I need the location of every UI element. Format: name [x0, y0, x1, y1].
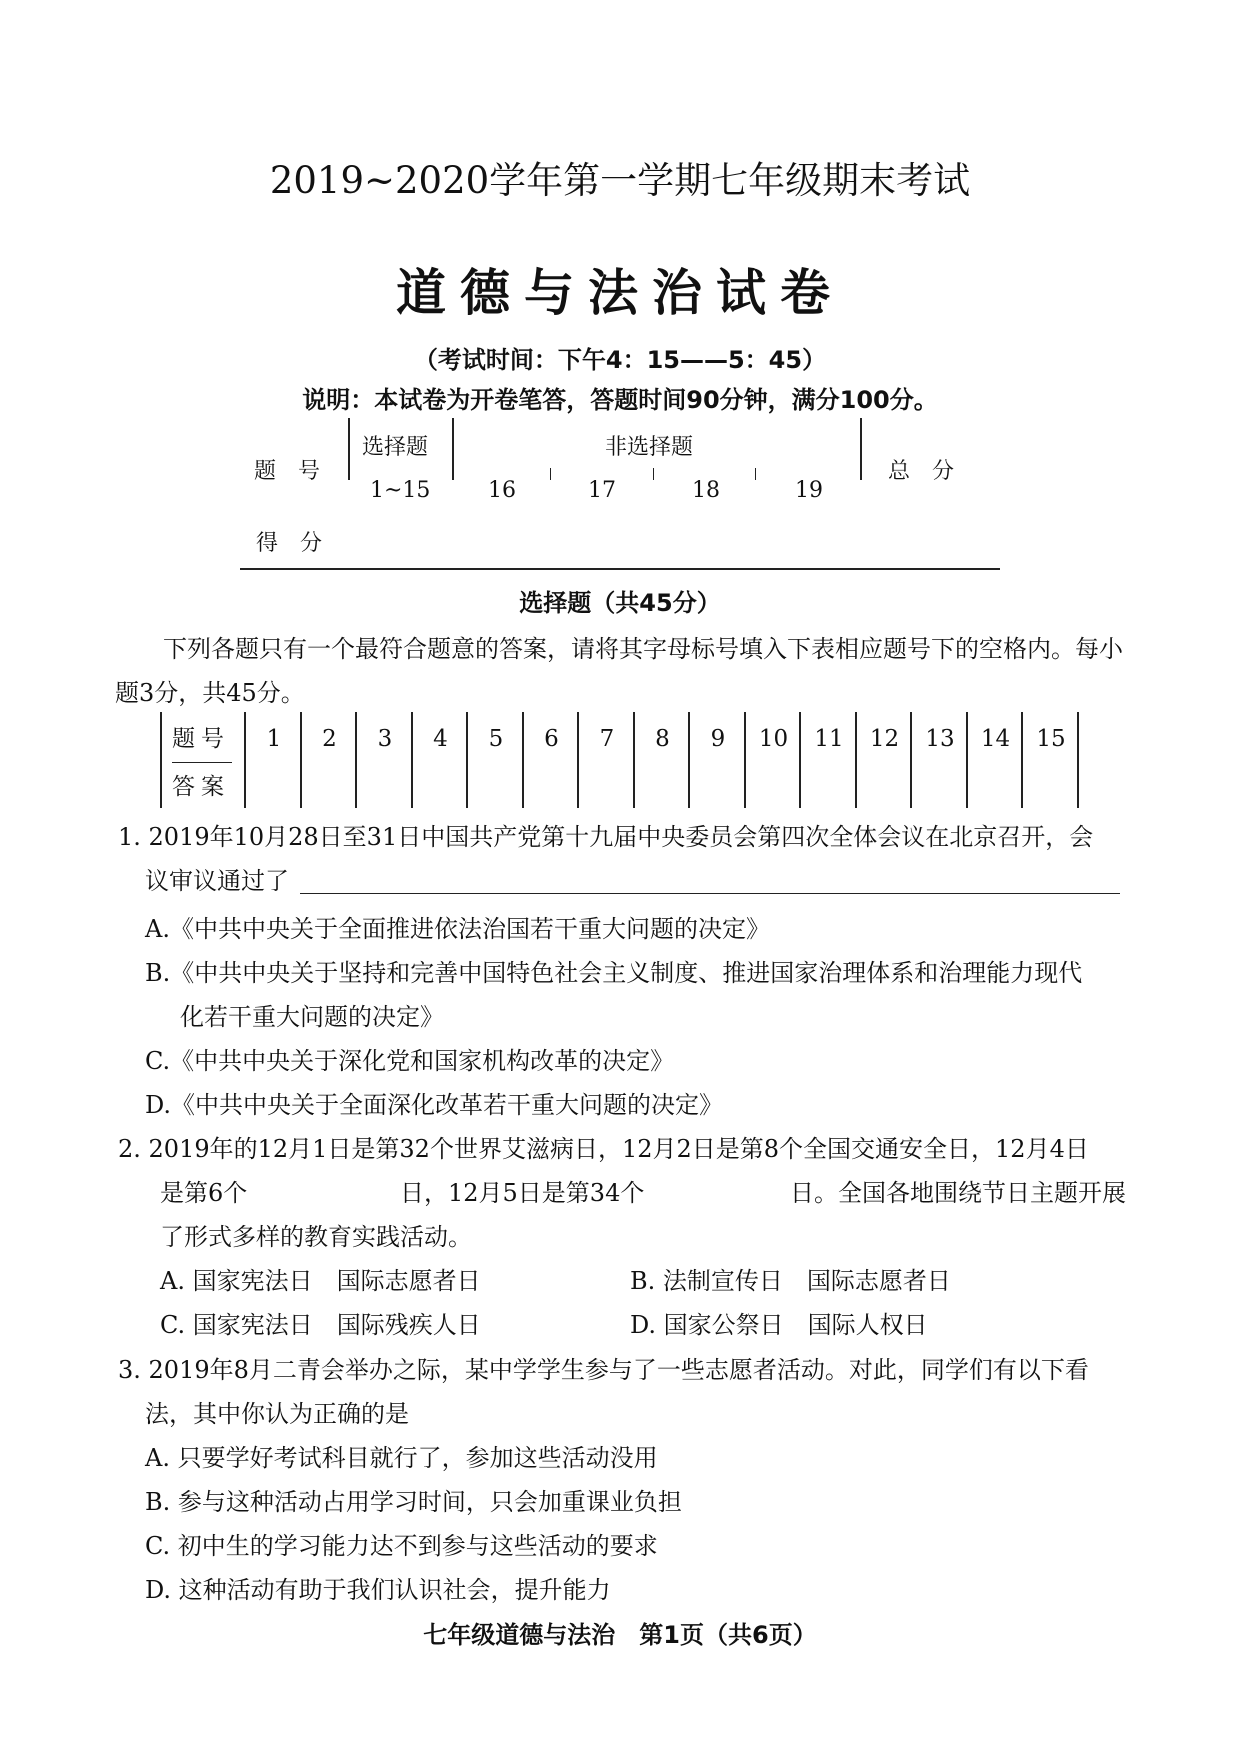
- q16-label: 16: [488, 478, 516, 503]
- answer-column-number: 2: [322, 726, 337, 752]
- answer-column-number: 12: [869, 726, 900, 752]
- column-divider: [688, 712, 690, 808]
- q2-stem-line2b: 日，12月5日是第34个: [400, 1179, 645, 1207]
- answer-header-answer: 答案: [172, 774, 230, 800]
- answer-column-number: 3: [377, 726, 393, 752]
- answer-table: [160, 712, 1090, 812]
- column-divider: [1021, 712, 1023, 808]
- table-divider: [860, 418, 862, 480]
- q19-label: 19: [795, 478, 823, 503]
- answer-column-number: 9: [710, 726, 726, 752]
- answer-column-number: 7: [599, 726, 615, 752]
- q1-option-b-line1: B.《中共中央关于坚持和完善中国特色社会主义制度、推进国家治理体系和治理能力现代: [145, 959, 1083, 987]
- q2-option-a: A. 国家宪法日 国际志愿者日: [160, 1267, 481, 1295]
- exam-title: 2019~2020学年第一学期七年级期末考试: [269, 159, 971, 202]
- answer-column-number: 15: [1036, 726, 1066, 752]
- column-divider: [633, 712, 635, 808]
- header-rule: [172, 762, 232, 763]
- answer-column-number: 1: [266, 726, 282, 752]
- q1-option-a: A.《中共中央关于全面推进依法治国若干重大问题的决定》: [145, 915, 770, 943]
- q1-option-b-line2: 化若干重大问题的决定》: [180, 1003, 444, 1031]
- q3-option-d: D. 这种活动有助于我们认识社会，提升能力: [145, 1576, 611, 1604]
- column-divider: [799, 712, 801, 808]
- q2-stem-line2c: 日。全国各地围绕节日主题开展: [790, 1179, 1126, 1207]
- column-divider: [244, 712, 246, 808]
- answer-column-number: 5: [488, 726, 504, 752]
- column-divider: [466, 712, 468, 808]
- answer-column-number: 14: [980, 726, 1011, 752]
- answer-column-number: 10: [758, 726, 789, 752]
- column-divider: [577, 712, 579, 808]
- table-divider: [348, 418, 350, 480]
- answer-header-number: 题号: [172, 726, 230, 752]
- section-instruction: 下列各题只有一个最符合题意的答案，请将其字母标号填入下表相应题号下的空格内。每小题3分，共45分。: [115, 635, 1123, 707]
- nonchoice-label: 非选择题: [605, 435, 694, 460]
- q2-stem-line2a: 是第6个: [160, 1179, 248, 1207]
- page-footer: 七年级道德与法治 第1页（共6页）: [423, 1621, 817, 1649]
- column-divider: [744, 712, 746, 808]
- q2-stem-line1: 2. 2019年的12月1日是第32个世界艾滋病日，12月2日是第8个全国交通安全日，12月4日: [118, 1135, 1089, 1163]
- answer-column-number: 4: [433, 726, 448, 752]
- table-tick: [653, 468, 654, 480]
- exam-time: （考试时间：下午4：15——5：45）: [413, 346, 827, 374]
- total-label: 总 分: [888, 459, 955, 484]
- choice-range: 1~15: [370, 478, 431, 503]
- table-divider: [452, 418, 454, 480]
- score-table: [240, 418, 1000, 573]
- q1-stem-line1: 1. 2019年10月28日至31日中国共产党第十九届中央委员会第四次全体会议在北京召开，会: [118, 823, 1094, 851]
- q17-label: 17: [588, 478, 616, 503]
- q2-option-d: D. 国家公祭日 国际人权日: [630, 1311, 928, 1339]
- answer-column-number: 11: [814, 726, 844, 752]
- exam-note: 说明：本试卷为开卷笔答，答题时间90分钟，满分100分。: [302, 386, 938, 414]
- q18-label: 18: [692, 478, 720, 503]
- q2-option-b: B. 法制宣传日 国际志愿者日: [630, 1267, 951, 1295]
- q3-stem-line2: 法，其中你认为正确的是: [145, 1400, 409, 1428]
- table-tick: [550, 468, 551, 480]
- q3-option-b: B. 参与这种活动占用学习时间，只会加重课业负担: [145, 1488, 682, 1516]
- column-divider: [355, 712, 357, 808]
- column-divider: [966, 712, 968, 808]
- table-bottom-rule: [240, 568, 1000, 570]
- table-bracket: [1077, 712, 1079, 808]
- answer-column-number: 6: [544, 726, 559, 752]
- column-divider: [855, 712, 857, 808]
- score-label: 得 分: [256, 531, 323, 556]
- q2-option-c: C. 国家宪法日 国际残疾人日: [160, 1311, 481, 1339]
- subject-title: 道德与法治试卷: [396, 264, 844, 322]
- column-divider: [411, 712, 413, 808]
- q1-option-d: D.《中共中央关于全面深化改革若干重大问题的决定》: [145, 1091, 724, 1119]
- table-bracket: [160, 712, 162, 808]
- q3-option-a: A. 只要学好考试科目就行了，参加这些活动没用: [145, 1444, 658, 1472]
- section-title: 选择题（共45分）: [519, 589, 721, 617]
- column-divider: [300, 712, 302, 808]
- q1-stem-line2: 议审议通过了: [145, 867, 289, 895]
- score-row-label: 题 号: [254, 459, 321, 484]
- answer-column-number: 13: [925, 726, 955, 752]
- q2-stem-line3: 了形式多样的教育实践活动。: [160, 1223, 472, 1251]
- answer-column-number: 8: [655, 726, 670, 752]
- q1-option-c: C.《中共中央关于深化党和国家机构改革的决定》: [145, 1047, 675, 1075]
- q3-stem-line1: 3. 2019年8月二青会举办之际，某中学学生参与了一些志愿者活动。对此，同学们有以下看: [118, 1356, 1089, 1384]
- table-tick: [755, 468, 756, 480]
- q1-answer-blank: [300, 893, 1120, 894]
- q3-option-c: C. 初中生的学习能力达不到参与这些活动的要求: [145, 1532, 658, 1560]
- column-divider: [522, 712, 524, 808]
- column-divider: [910, 712, 912, 808]
- choice-label: 选择题: [362, 435, 429, 460]
